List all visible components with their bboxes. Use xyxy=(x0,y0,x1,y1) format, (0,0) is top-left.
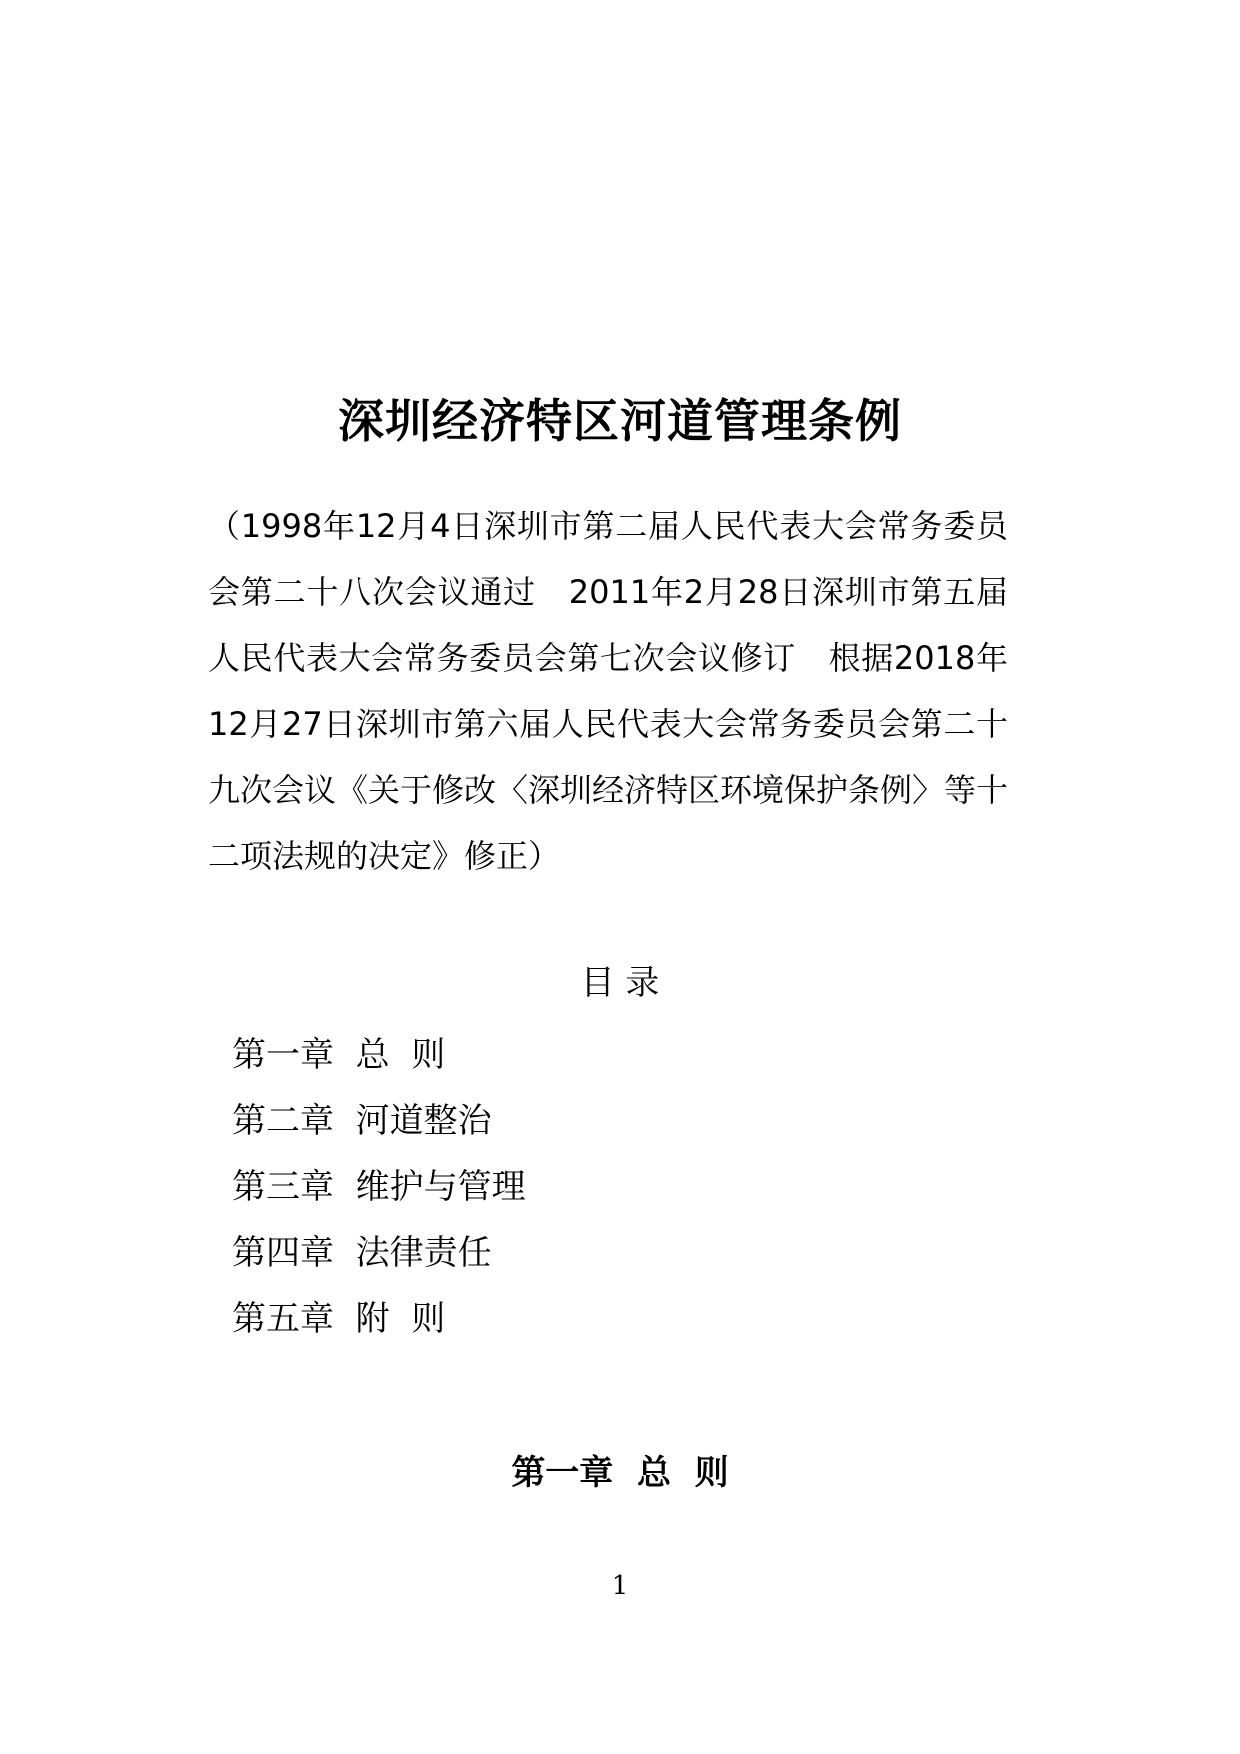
page-number: 1 xyxy=(611,1571,629,1601)
document-title: 深圳经济特区河道管理条例 xyxy=(338,393,902,448)
toc-item-chapter-2: 第二章 河道整治 xyxy=(232,1101,492,1141)
toc-item-chapter-5: 第五章 附 则 xyxy=(232,1299,446,1339)
toc-item-chapter-1: 第一章 总 则 xyxy=(232,1035,446,1075)
toc-item-chapter-3: 第三章 维护与管理 xyxy=(232,1167,526,1207)
legislative-history-note: （1998年12月4日深圳市第二届人民代表大会常务委员会第二十八次会议通过 2011年2月28日深圳市第五届人民代表大会常务委员会第七次会议修订 根据2018年12月27日深圳市第六届人民代表大会常务委员会第二十九次会议《关于修改〈深圳经济特区环境保护条例〉等十二项法规的决定》修正） xyxy=(208,507,1009,875)
toc-item-chapter-4: 第四章 法律责任 xyxy=(232,1233,492,1273)
table-of-contents xyxy=(232,1022,526,1352)
table-of-contents-heading: 目 录 xyxy=(580,963,660,1003)
chapter-heading: 第一章 总 则 xyxy=(511,1453,729,1494)
